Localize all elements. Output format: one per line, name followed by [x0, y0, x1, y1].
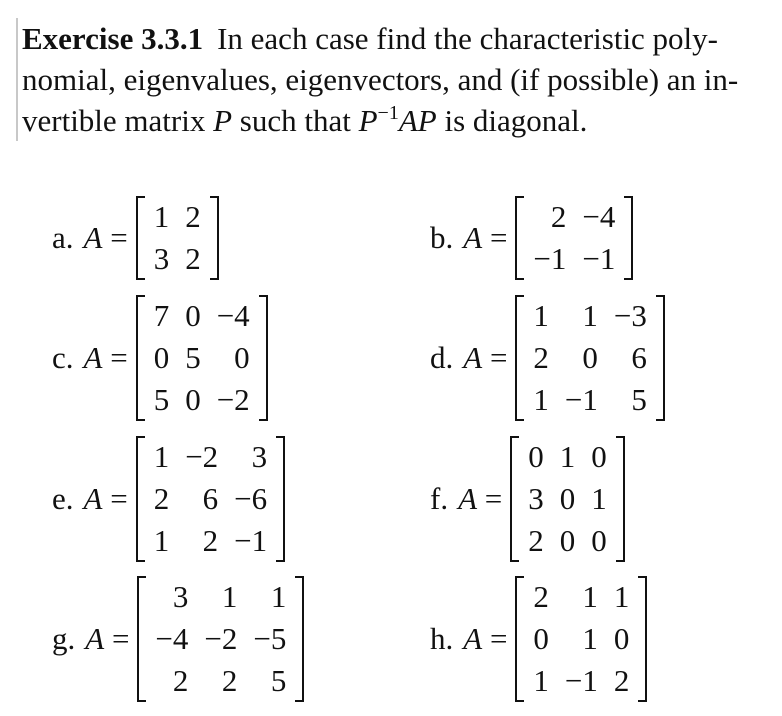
equation-lhs: [84, 481, 128, 517]
expr-superscript: −1: [377, 102, 399, 124]
matrix-entry: 0: [153, 340, 170, 375]
matrix: [515, 196, 633, 280]
problem-label: e.: [52, 481, 74, 516]
problem-label: h.: [430, 621, 454, 656]
equals-sign: =: [110, 220, 128, 255]
matrix-entry: 0: [582, 340, 598, 375]
matrix-entry: 2: [550, 199, 567, 234]
header-line-3-mid: such that: [239, 103, 351, 138]
matrix-entry: 2: [185, 199, 201, 234]
matrix-entry: 0: [591, 523, 607, 558]
problem-label: b.: [430, 220, 454, 255]
problem-f: [430, 436, 625, 562]
matrix-entry: 2: [172, 663, 189, 698]
matrix-entry: 1: [582, 579, 598, 614]
matrix-entry: −5: [253, 621, 287, 656]
matrix-entry: 2: [613, 663, 630, 698]
matrix-entry: 0: [559, 523, 576, 558]
matrix-entry: −2: [216, 382, 250, 417]
equals-sign: =: [111, 621, 130, 656]
matrix-entry: 0: [185, 382, 201, 417]
problem-label: a.: [52, 220, 74, 255]
equals-sign: =: [110, 340, 128, 375]
expr-p: P: [358, 103, 378, 138]
matrix-entry: 3: [251, 439, 268, 474]
matrix-entry: 1: [153, 439, 170, 474]
matrix-entry: 5: [153, 382, 170, 417]
matrix-entry: −2: [204, 621, 238, 656]
equals-sign: =: [489, 220, 508, 255]
matrix-entry: 1: [613, 579, 630, 614]
matrix-entry: 5: [270, 663, 287, 698]
symbol-a: A: [463, 220, 483, 255]
problem-c: [52, 295, 268, 421]
header-line-3-pre: vertible matrix: [22, 103, 206, 138]
matrix-entry: 1: [221, 579, 238, 614]
matrix-entry: 6: [631, 340, 647, 375]
matrix-entry: −4: [155, 621, 189, 656]
exercise-header: [16, 18, 772, 141]
problem-label: c.: [52, 340, 74, 375]
symbol-a: A: [83, 220, 103, 255]
matrix: [515, 295, 664, 421]
exercise-title: Exercise 3.3.1: [22, 21, 204, 56]
equation-lhs: [463, 220, 507, 256]
problem-label: d.: [430, 340, 454, 375]
equals-sign: =: [110, 481, 128, 516]
equals-sign: =: [489, 340, 508, 375]
matrix-entry: −1: [564, 663, 598, 698]
matrix: [136, 295, 268, 421]
matrix-entry: −3: [613, 298, 647, 333]
matrix: [136, 196, 219, 280]
symbol-a: A: [463, 340, 483, 375]
matrix-entry: 1: [591, 481, 607, 516]
equation-lhs: [458, 481, 502, 517]
matrix-entry: 2: [202, 523, 219, 558]
matrix-entry: 1: [559, 439, 576, 474]
matrix-entry: −2: [185, 439, 219, 474]
matrix-entry: 3: [528, 481, 544, 516]
matrix-entry: −6: [234, 481, 268, 516]
header-line-1-text: In each case find the characteristic poly-: [217, 21, 718, 56]
matrix-entry: 3: [153, 241, 170, 276]
symbol-a: A: [83, 481, 103, 516]
problem-d: [430, 295, 665, 421]
header-line-3-post: is diagonal.: [444, 103, 588, 138]
matrix-entry: −4: [216, 298, 250, 333]
matrix-entry: 0: [591, 439, 607, 474]
matrix-entry: 1: [533, 382, 549, 417]
matrix-entry: 0: [528, 439, 544, 474]
matrix-entry: 1: [153, 199, 170, 234]
matrix-entry: 5: [631, 382, 647, 417]
problem-b: [430, 196, 633, 280]
matrix-entry: 0: [185, 298, 201, 333]
matrix-entry: 1: [270, 579, 287, 614]
header-line-3: [22, 100, 772, 141]
matrix: [515, 576, 647, 702]
symbol-a: A: [85, 621, 105, 656]
problem-h: [430, 576, 647, 702]
var-p: P: [213, 103, 233, 138]
matrix-entry: 1: [582, 621, 598, 656]
equation-lhs: [463, 340, 507, 376]
equals-sign: =: [489, 621, 508, 656]
matrix-entry: 7: [153, 298, 170, 333]
matrix-entry: 1: [533, 298, 549, 333]
matrix-entry: −1: [533, 241, 567, 276]
expr-ap: AP: [398, 103, 437, 138]
matrix-entry: 2: [528, 523, 544, 558]
matrix-entry: 0: [613, 621, 630, 656]
matrix: [510, 436, 625, 562]
matrix-entry: 0: [234, 340, 250, 375]
equation-lhs: [85, 621, 129, 657]
matrix-entry: −4: [582, 199, 616, 234]
matrix-entry: 3: [172, 579, 189, 614]
problem-e: [52, 436, 285, 562]
matrix-entry: 0: [559, 481, 576, 516]
header-line-2: nomial, eigenvalues, eigenvectors, and (if possible) an in-: [22, 62, 739, 97]
matrix-entry: 2: [533, 340, 549, 375]
matrix-entry: 2: [533, 579, 549, 614]
header-line-1: [22, 18, 772, 59]
symbol-a: A: [83, 340, 103, 375]
matrix-entry: 2: [153, 481, 170, 516]
matrix-entry: 1: [533, 663, 549, 698]
equation-lhs: [84, 220, 128, 256]
matrix-entry: 1: [582, 298, 598, 333]
matrix-entry: −1: [234, 523, 268, 558]
matrix: [136, 436, 285, 562]
matrix-entry: 5: [185, 340, 201, 375]
matrix-entry: −1: [582, 241, 616, 276]
equation-lhs: [84, 340, 128, 376]
symbol-a: A: [458, 481, 478, 516]
problem-g: [52, 576, 304, 702]
matrix: [137, 576, 304, 702]
problem-a: [52, 196, 219, 280]
problem-label: g.: [52, 621, 76, 656]
equals-sign: =: [484, 481, 503, 516]
matrix-entry: 1: [153, 523, 170, 558]
matrix-entry: 6: [202, 481, 219, 516]
matrix-entry: 2: [221, 663, 238, 698]
problem-label: f.: [430, 481, 449, 516]
matrix-entry: 0: [533, 621, 549, 656]
symbol-a: A: [463, 621, 483, 656]
matrix-entry: −1: [564, 382, 598, 417]
matrix-entry: 2: [185, 241, 201, 276]
equation-lhs: [463, 621, 507, 657]
